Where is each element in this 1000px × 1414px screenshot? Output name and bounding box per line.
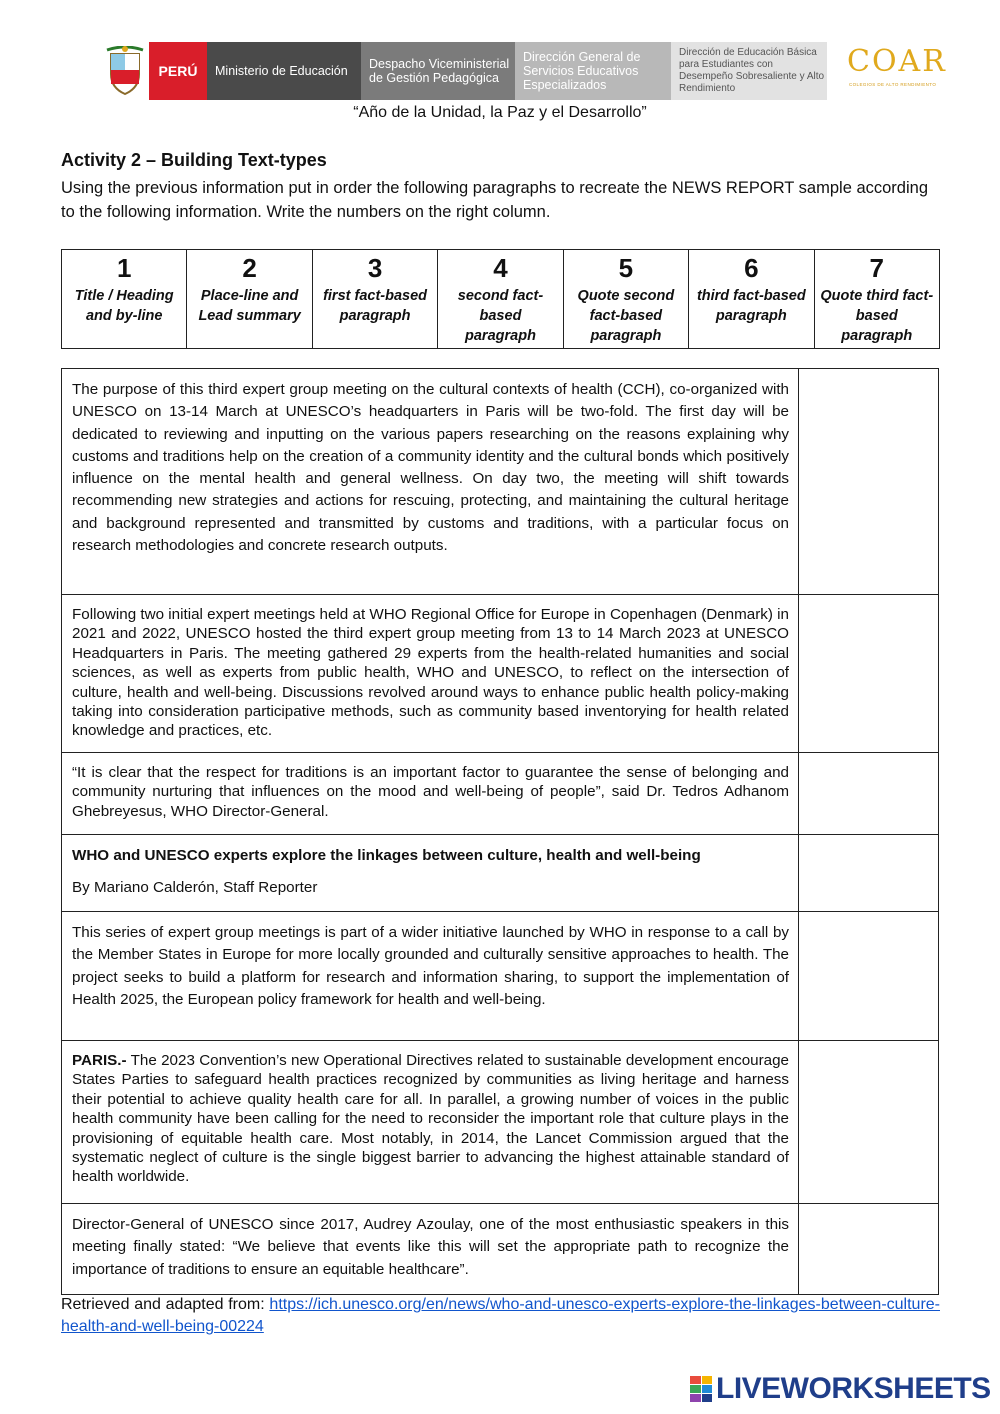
- section-label: Quote second fact-based paragraph: [577, 288, 675, 344]
- answer-cell[interactable]: [799, 1204, 939, 1295]
- paragraph-row: [62, 595, 939, 753]
- section-number: 5: [618, 253, 634, 283]
- coar-logo: [847, 44, 955, 94]
- paragraphs-table: [61, 368, 939, 1295]
- paragraph-row: [62, 835, 939, 912]
- section-number: 3: [367, 253, 383, 283]
- section-cell: [187, 250, 312, 349]
- article-headline: WHO and UNESCO experts explore the linkages between culture, health and well-being: [72, 847, 701, 864]
- answer-cell[interactable]: [799, 835, 939, 912]
- section-label: Quote third fact-based paragraph: [820, 288, 934, 344]
- section-number: 6: [744, 253, 759, 283]
- activity-title: Activity 2 – Building Text-types: [61, 150, 327, 170]
- paragraph-text: Following two initial expert meetings held at WHO Regional Office for Europe in Copenhagen (Denmark) in 2021 and 2022, UNESCO hosted the third expert group meeting from 13 to 14 March 2023 at UNESCO Headquarters in Paris. The meeting gathered 29 experts from the health-related humanities and social sciences, as well as experts from public health, WHO and UNESCO, to reflect on the intersection of culture, health and well-being. Discussions revolved around ways to enhance public health policy-making taking into consideration participative methods, such as community based inventorying for health related knowledge and practices, etc.: [62, 595, 799, 753]
- place-line: PARIS.-: [72, 1052, 127, 1069]
- section-number: 7: [869, 253, 884, 283]
- section-number: 4: [493, 253, 508, 283]
- section-label: third fact-based paragraph: [696, 288, 806, 324]
- paragraph-row: [62, 753, 939, 835]
- section-label: second fact-based paragraph: [457, 288, 544, 344]
- source-citation: [61, 1294, 940, 1338]
- source-link[interactable]: https://ich.unesco.org/en/news/who-and-unesco-experts-explore-the-linkages-between-culture-health-and-well-being-00224: [61, 1296, 940, 1335]
- header-logos: [105, 42, 955, 100]
- lead-summary: The 2023 Convention’s new Operational Directives related to sustainable development encourage States Parties to safeguard health practices recognized by communities as living heritage and harness their potential to achieve quality health care for all. In parallel, a growing number of voices in the public health community have been calling for the need to reconsider the important role that culture plays in the provisioning of equitable health care. Most notably, in 2014, the Lancet Commission argued that the systematic neglect of culture is the single biggest barrier to advancing the highest attainable standard of health worldwide.: [72, 1052, 789, 1186]
- coar-logo-subtitle: COLEGIOS DE ALTO RENDIMIENTO: [849, 82, 937, 87]
- paragraph-row: [62, 1041, 939, 1204]
- year-motto: “Año de la Unidad, la Paz y el Desarrollo”: [353, 104, 647, 121]
- section-label: Place-line and Lead summary: [198, 288, 301, 324]
- answer-cell[interactable]: [799, 595, 939, 753]
- section-cell: [689, 250, 814, 349]
- paragraph-row: [62, 369, 939, 595]
- section-cell: [563, 250, 688, 349]
- paragraph-row: [62, 912, 939, 1041]
- peru-coat-of-arms-icon: [105, 46, 145, 96]
- section-cell: [814, 250, 939, 349]
- despacho-label: Despacho Viceministerial de Gestión Pedagógica: [361, 42, 515, 100]
- sections-table: [61, 249, 940, 349]
- section-cell: [438, 250, 563, 349]
- article-byline: By Mariano Calderón, Staff Reporter: [72, 879, 318, 897]
- section-label: Title / Heading and by-line: [74, 288, 174, 324]
- section-number: 2: [242, 253, 257, 283]
- paragraph-text: This series of expert group meetings is part of a wider initiative launched by WHO in response to a call by the Member States in Europe for more locally grounded and culturally sensitive approaches to health. The project seeks to build a platform for research and information sharing, to support the implementation of Health 2025, the European policy framework for health and well-being.: [62, 912, 799, 1041]
- answer-cell[interactable]: [799, 912, 939, 1041]
- paragraph-text: [62, 1041, 799, 1204]
- paragraph-text: [62, 835, 799, 912]
- direccion-educacion-label: Dirección de Educación Básica para Estudiantes con Desempeño Sobresaliente y Alto Rendimiento: [671, 42, 827, 100]
- answer-cell[interactable]: [799, 753, 939, 835]
- paragraph-row: [62, 1204, 939, 1295]
- liveworksheets-brand: LIVEWORKSHEETS: [716, 1372, 991, 1405]
- paragraph-text: Director-General of UNESCO since 2017, Audrey Azoulay, one of the most enthusiastic speakers in this meeting finally stated: “We believe that events like this will set the appropriate path to recognize the importance of traditions to ensure an equitable healthcare”.: [62, 1204, 799, 1295]
- answer-cell[interactable]: [799, 369, 939, 595]
- liveworksheets-icon: [690, 1376, 712, 1402]
- section-label: first fact-based paragraph: [323, 288, 428, 324]
- section-cell: [62, 250, 187, 349]
- paragraph-text: “It is clear that the respect for traditions is an important factor to guarantee the sense of belonging and community nurturing that influences on the mood and well-being of people”, said Dr. Tedros Adhanom Ghebreyesus, WHO Director-General.: [62, 753, 799, 835]
- ministerio-label: Ministerio de Educación: [207, 42, 361, 100]
- section-number: 1: [116, 253, 132, 283]
- paragraph-text: The purpose of this third expert group meeting on the cultural contexts of health (CCH), co-organized with UNESCO on 13-14 March at UNESCO’s headquarters in Paris will be two-fold. The first day will be dedicated to reviewing and inputting on the various papers researching on the reasons explaining why customs and traditions help on the creation of a community identity and the cultural bonds which positively influence on the mental health and general wellness. On day two, the meeting will shift towards recommending new strategies and actions for rescuing, protecting, and maintaining the cultural heritage and background represented and transmitted by customs and traditions, with a particular focus on research methodologies and concrete research outputs.: [62, 369, 799, 595]
- section-cell: [312, 250, 437, 349]
- answer-cell[interactable]: [799, 1041, 939, 1204]
- activity-instructions: Using the previous information put in order the following paragraphs to recreate the NEWS REPORT sample according to the following information. Write the numbers on the right column.: [61, 179, 928, 221]
- liveworksheets-logo: [690, 1372, 991, 1406]
- peru-label: PERÚ: [149, 42, 207, 100]
- coar-logo-text: COAR: [847, 44, 947, 79]
- source-prefix: Retrieved and adapted from:: [61, 1296, 265, 1313]
- direccion-general-label: Dirección General de Servicios Educativos Especializados: [515, 42, 671, 100]
